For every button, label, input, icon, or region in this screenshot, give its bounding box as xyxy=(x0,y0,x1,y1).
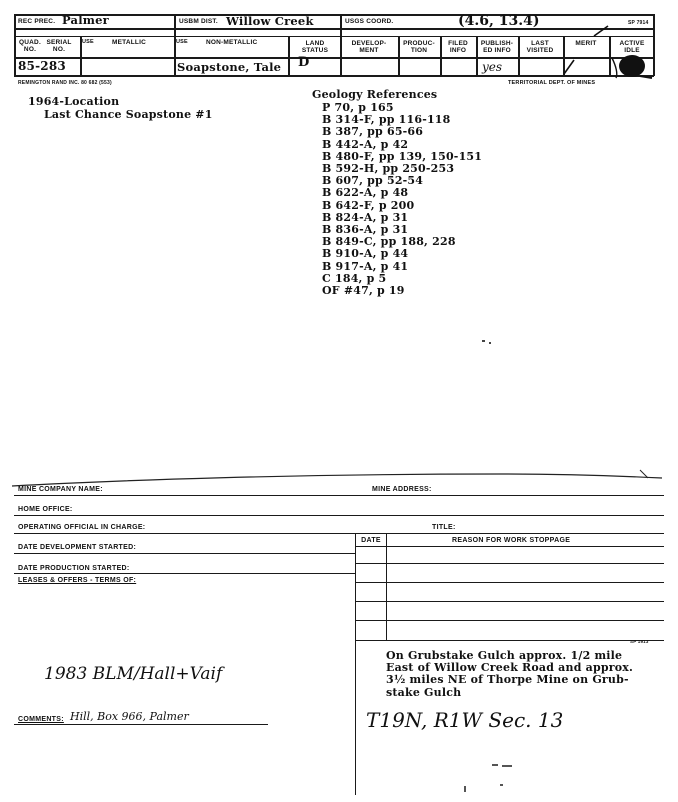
geology-reference-item: P 70, p 165 xyxy=(322,101,394,114)
form-number-2: SP 1913 xyxy=(630,639,649,644)
serial-label: SERIAL NO. xyxy=(46,39,72,53)
location-desc-line: On Grubstake Gulch approx. 1/2 mile xyxy=(386,649,623,662)
geology-reference-item: OF #47, p 19 xyxy=(322,284,405,298)
leases-label: LEASES & OFFERS - TERMS OF: xyxy=(18,577,137,584)
rec-prec-label: REC PREC. xyxy=(18,18,56,25)
location-description xyxy=(386,650,633,699)
speck xyxy=(502,765,512,767)
home-office-label: HOME OFFICE: xyxy=(18,506,73,513)
reason-label: REASON FOR WORK STOPPAGE xyxy=(452,537,571,544)
geology-title: Geology References xyxy=(312,88,438,101)
land-status-label: LAND STATUS xyxy=(301,40,329,54)
date-column-label: DATE xyxy=(361,537,381,544)
speck xyxy=(482,340,485,342)
printer-line: REMINGTON RAND INC. 80 682 (553) xyxy=(18,80,112,86)
merit-label: MERIT xyxy=(575,40,597,47)
title-label: TITLE: xyxy=(432,524,456,531)
published-info-value: yes xyxy=(482,60,503,74)
use-label-metallic: USE xyxy=(82,39,94,45)
active-ink-mark xyxy=(610,52,654,80)
geology-reference-item: B 642-F, p 200 xyxy=(322,198,415,212)
comments-value: Hill, Box 966, Palmer xyxy=(70,710,189,723)
geology-reference-item: B 910-A, p 44 xyxy=(322,247,409,261)
mine-address-label: MINE ADDRESS: xyxy=(372,486,432,493)
geology-reference-item: C 184, p 5 xyxy=(322,271,387,285)
last-visited-label: LAST VISITED xyxy=(526,40,554,54)
handwritten-1983-note: 1983 BLM/Hall+Vaif xyxy=(44,664,223,684)
comments-label: COMMENTS: xyxy=(18,716,64,723)
geology-reference-item: B 622-A, p 48 xyxy=(322,186,409,200)
last-visited-mark xyxy=(560,58,600,76)
location-name: Last Chance Soapstone #1 xyxy=(44,108,213,121)
geology-references-list xyxy=(322,102,482,297)
geology-reference-item: B 849-C, pp 188, 228 xyxy=(322,235,456,249)
nonmetallic-label: NON-METALLIC xyxy=(206,39,258,46)
geology-reference-item: B 836-A, p 31 xyxy=(322,223,409,237)
township-value: T19N, R1W Sec. 13 xyxy=(366,708,564,732)
filed-info-label: FILED INFO xyxy=(448,40,468,54)
mine-company-label: MINE COMPANY NAME: xyxy=(18,486,103,493)
location-desc-line: 3½ miles NE of Thorpe Mine on Grub- xyxy=(386,673,629,687)
form-number: SP 7914 xyxy=(628,20,649,26)
geology-reference-item: B 592-H, pp 250-253 xyxy=(322,162,455,176)
development-label: DEVELOP-MENT xyxy=(351,40,387,54)
location-desc-line: stake Gulch xyxy=(386,685,462,699)
date-development-label: DATE DEVELOPMENT STARTED: xyxy=(18,544,137,551)
commodity-value: Soapstone, Tale xyxy=(177,60,282,74)
usbm-dist-label: USBM DIST. xyxy=(179,18,218,25)
active-idle-label: ACTIVE IDLE xyxy=(619,40,645,54)
speck xyxy=(500,784,503,786)
geology-reference-item: B 480-F, pp 139, 150-151 xyxy=(322,149,483,163)
usgs-coord-value: (4.6, 13.4) xyxy=(458,13,540,29)
operating-official-label: OPERATING OFFICIAL IN CHARGE: xyxy=(18,524,146,531)
dept-line: TERRITORIAL DEPT. OF MINES xyxy=(508,80,596,86)
location-desc-line: East of Willow Creek Road and approx. xyxy=(386,661,634,675)
metallic-label: METALLIC xyxy=(112,39,146,46)
published-info-label: PUBLISH-ED INFO xyxy=(480,40,514,54)
rec-prec-value: Palmer xyxy=(62,13,109,27)
geology-reference-item: B 387, pp 65-66 xyxy=(322,125,424,139)
location-title: 1964-Location xyxy=(28,95,120,108)
geology-reference-item: B 824-A, p 31 xyxy=(322,210,409,224)
quad-serial-value: 85-283 xyxy=(18,59,66,73)
geology-reference-item: B 442-A, p 42 xyxy=(322,137,409,151)
production-label: PRODUC-TION xyxy=(403,40,435,54)
speck xyxy=(489,342,491,344)
coord-mark xyxy=(590,22,620,38)
geology-reference-item: B 917-A, p 41 xyxy=(322,259,409,273)
geology-reference-item: B 314-F, pp 116-118 xyxy=(322,113,451,127)
speck xyxy=(492,764,498,766)
land-status-value: D xyxy=(298,55,310,70)
usgs-coord-label: USGS COORD. xyxy=(345,18,394,25)
geology-reference-item: B 607, pp 52-54 xyxy=(322,174,424,188)
speck xyxy=(464,786,466,792)
usbm-dist-value: Willow Creek xyxy=(226,14,314,28)
quad-label: QUAD. NO. xyxy=(19,39,41,53)
date-production-label: DATE PRODUCTION STARTED: xyxy=(18,565,130,572)
use-label-nonmetallic: USE xyxy=(176,39,188,45)
